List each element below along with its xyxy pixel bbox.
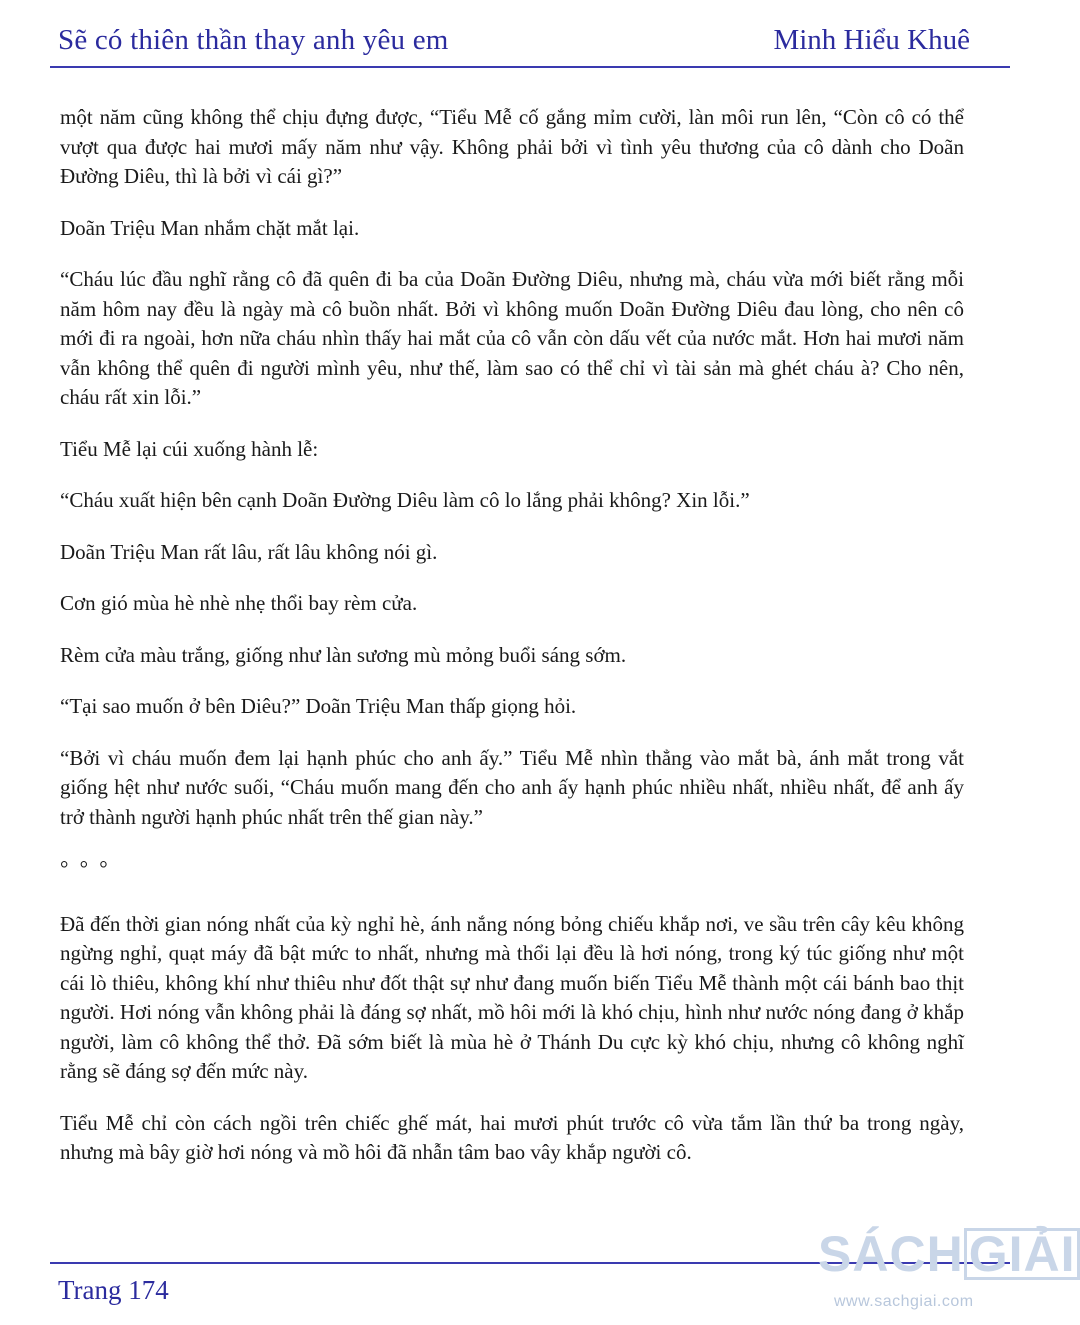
book-author: Minh Hiểu Khuê [773,24,970,56]
paragraph: “Tại sao muốn ở bên Diêu?” Doãn Triệu Man thấp giọng hỏi. [60,694,577,718]
paragraph: Doãn Triệu Man nhắm chặt mắt lại. [60,215,360,240]
paragraph: “Bởi vì cháu muốn đem lại hạnh phúc cho anh ấy.” Tiểu Mễ nhìn thẳng vào mắt bà, ánh mắt trong vắt giống hệt như nước suối, “Cháu muốn mang đến cho anh ấy hạnh phúc nhiều nhất, nhiều nhất, để anh ấy trở thành người hạnh phúc nhất trên thế gian này.” [60,745,964,829]
watermark-logo-boxed: GIẢI [964,1228,1080,1280]
site-watermark [818,1225,1076,1325]
paragraph: một năm cũng không thể chịu đựng được, “Tiểu Mễ cố gắng mỉm cười, làn môi run lên, “Còn cô có thể vượt qua được hai mươi mấy năm như vậy. Không phải bởi vì tình yêu thương của cô dành cho Doãn Đường Diêu, thì là bởi vì cái gì?” [60,105,964,188]
paragraph: “Cháu xuất hiện bên cạnh Doãn Đường Diêu làm cô lo lắng phải không? Xin lỗi.” [60,488,750,512]
watermark-url: www.sachgiai.com [834,1293,974,1310]
paragraph: “Cháu lúc đầu nghĩ rằng cô đã quên đi ba của Doãn Đường Diêu, nhưng mà, cháu vừa mới biết rằng mỗi năm hôm nay đều là ngày mà cô buồn nhất. Bởi vì không muốn Doãn Đường Diêu đau lòng, cho nên cô mới đi ra ngoài, hơn nữa cháu nhìn thấy hai mắt của cô vẫn còn dấu vết của nước mắt. Hơn hai mươi năm vẫn không thể quên đi người mình yêu, như thế, làm sao có thể chỉ vì tài sản mà ghét cháu à? Cho nên, cháu rất xin lỗi.” [60,267,964,409]
watermark-logo-left: SÁCH [818,1226,964,1282]
paragraph: Rèm cửa màu trắng, giống như làn sương mù mỏng buổi sáng sớm. [60,642,627,667]
section-separator: ° ° ° [60,856,111,880]
paragraph: Đã đến thời gian nóng nhất của kỳ nghỉ hè, ánh nắng nóng bỏng chiếu khắp nơi, ve sầu trên cây kêu không ngừng nghỉ, quạt máy đã bật mức to nhất, nhưng mà thổi lại đều là hơi nóng, trong ký túc giống như một cái lò thiêu, không khí như thiêu như đốt thật sự như đang muốn biến Tiểu Mễ thành một cái bánh bao thịt người. Hơi nóng vẫn không phải là đáng sợ nhất, mồ hôi mới là khó chịu, hình như nước nóng đang ở khắp người, làm cô không thể thở. Đã sớm biết là mùa hè ở Thánh Du cực kỳ khó chịu, nhưng cô không nghĩ rằng sẽ đáng sợ đến mức này. [60,911,964,1083]
page-number: Trang 174 [58,1275,169,1305]
page-body [60,103,964,1190]
paragraph: Tiểu Mễ chỉ còn cách ngồi trên chiếc ghế mát, hai mươi phút trước cô vừa tắm lần thứ ba trong ngày, nhưng mà bây giờ hơi nóng và mồ hôi đã nhẫn tâm bao vây khắp người cô. [60,1110,964,1164]
paragraph: Doãn Triệu Man rất lâu, rất lâu không nói gì. [60,539,438,564]
book-title: Sẽ có thiên thần thay anh yêu em [58,24,449,56]
page-header [50,18,1010,68]
paragraph: Tiểu Mễ lại cúi xuống hành lễ: [60,436,319,461]
watermark-logo [818,1225,1080,1283]
paragraph: Cơn gió mùa hè nhè nhẹ thổi bay rèm cửa. [60,591,418,615]
